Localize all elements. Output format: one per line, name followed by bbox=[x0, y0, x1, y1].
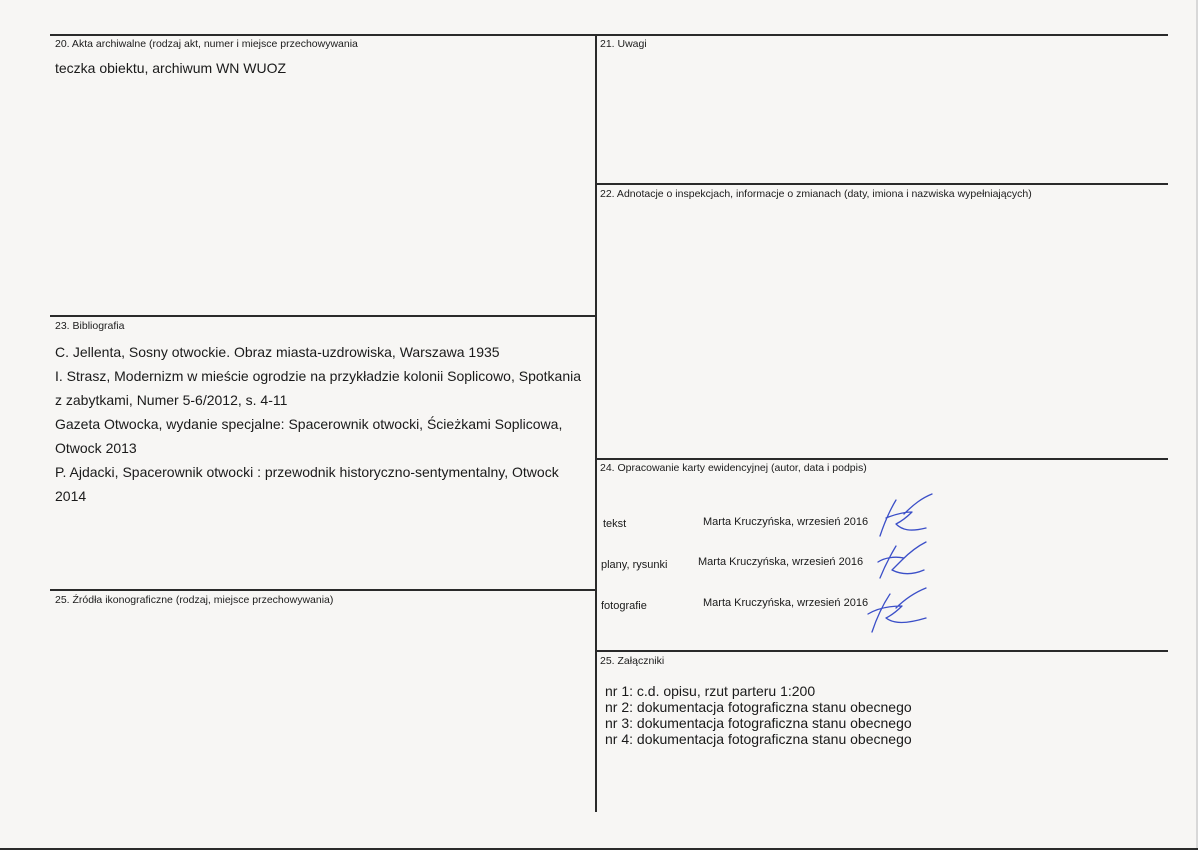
section-22-label: 22. Adnotacje o inspekcjach, informacje o zmianach (daty, imiona i nazwiska wypełniających) bbox=[600, 188, 1032, 200]
author-row-type: tekst bbox=[603, 518, 627, 530]
author-row-name: Marta Kruczyńska, wrzesień 2016 bbox=[698, 556, 864, 568]
attachment-item: nr 3: dokumentacja fotograficzna stanu obecnego bbox=[605, 715, 912, 731]
attachment-item: nr 2: dokumentacja fotograficzna stanu obecnego bbox=[605, 699, 912, 715]
section-23-label: 23. Bibliografia bbox=[55, 320, 125, 332]
rule-24 bbox=[596, 458, 1168, 460]
rule-23 bbox=[50, 315, 596, 317]
author-row-name: Marta Kruczyńska, wrzesień 2016 bbox=[703, 516, 869, 528]
bibliography-line: Gazeta Otwocka, wydanie specjalne: Spacerownik otwocki, Ścieżkami Soplicowa, bbox=[55, 416, 563, 432]
top-rule bbox=[50, 34, 1168, 36]
section-25a-label: 25. Źródła ikonograficzne (rodzaj, miejsce przechowywania) bbox=[55, 594, 334, 606]
center-divider bbox=[595, 34, 597, 812]
signature-2 bbox=[874, 540, 934, 582]
bibliography-line: 2014 bbox=[55, 488, 87, 504]
author-row-type: fotografie bbox=[601, 600, 647, 612]
author-row-name: Marta Kruczyńska, wrzesień 2016 bbox=[703, 597, 869, 609]
bibliography-line: Otwock 2013 bbox=[55, 440, 137, 456]
rule-22 bbox=[596, 183, 1168, 185]
signature-1 bbox=[866, 492, 936, 540]
rule-25b bbox=[596, 650, 1168, 652]
bibliography-line: C. Jellenta, Sosny otwockie. Obraz miasta-uzdrowiska, Warszawa 1935 bbox=[55, 344, 500, 360]
signature-3 bbox=[860, 584, 932, 636]
section-25b-label: 25. Załączniki bbox=[600, 655, 665, 667]
bibliography-line: I. Strasz, Modernizm w mieście ogrodzie na przykładzie kolonii Soplicowo, Spotkania bbox=[55, 368, 582, 384]
bibliography-line: P. Ajdacki, Spacerownik otwocki : przewodnik historyczno-sentymentalny, Otwock bbox=[55, 464, 559, 480]
bibliography-list bbox=[55, 340, 581, 508]
attachments-list bbox=[605, 683, 912, 747]
section-20-value: teczka obiektu, archiwum WN WUOZ bbox=[55, 60, 287, 76]
section-24-label: 24. Opracowanie karty ewidencyjnej (autor, data i podpis) bbox=[600, 462, 867, 474]
author-row-type: plany, rysunki bbox=[601, 559, 668, 571]
attachment-item: nr 1: c.d. opisu, rzut parteru 1:200 bbox=[605, 683, 816, 699]
section-21-label: 21. Uwagi bbox=[600, 38, 647, 50]
section-20-label: 20. Akta archiwalne (rodzaj akt, numer i miejsce przechowywania bbox=[55, 38, 358, 50]
attachment-item: nr 4: dokumentacja fotograficzna stanu obecnego bbox=[605, 731, 912, 747]
rule-25a bbox=[50, 589, 596, 591]
bibliography-line: z zabytkami, Numer 5-6/2012, s. 4-11 bbox=[55, 392, 288, 408]
